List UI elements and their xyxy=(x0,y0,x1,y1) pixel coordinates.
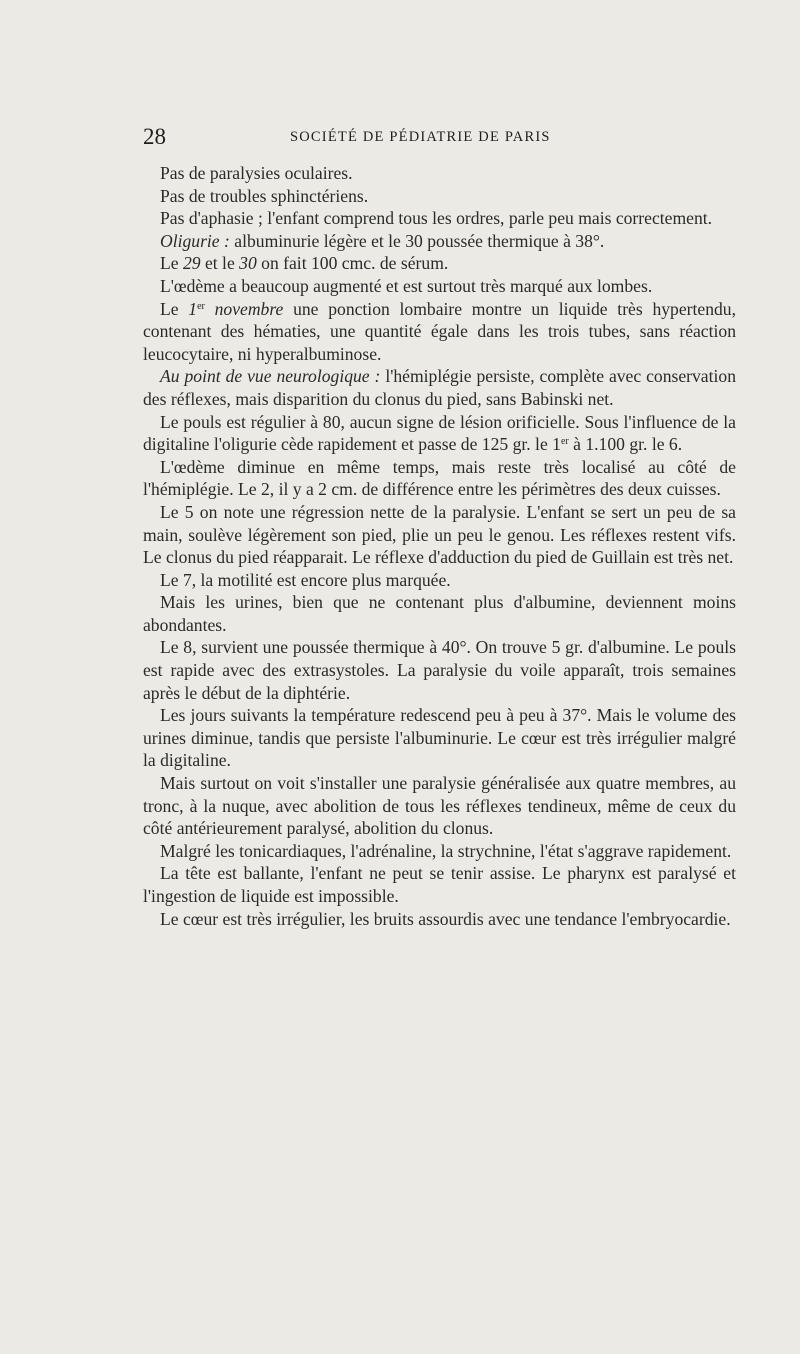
text-segment: Le 7, la motilité est encore plus marquée. xyxy=(160,569,451,590)
text-segment: Pas de troubles sphinctériens. xyxy=(160,185,369,206)
paragraph xyxy=(143,704,736,772)
paragraph xyxy=(143,636,736,704)
paragraph xyxy=(143,908,736,931)
text-segment: Pas d'aphasie ; l'enfant comprend tous les ordres, parle peu mais correctement. xyxy=(160,208,713,229)
paragraph xyxy=(143,569,736,592)
paragraph xyxy=(143,230,736,253)
page-header xyxy=(143,124,733,154)
text-segment: Malgré les tonicardiaques, l'adrénaline, la strychnine, l'état s'aggrave rapidement. xyxy=(160,840,732,861)
text-segment: Le xyxy=(160,298,189,319)
paragraph xyxy=(143,862,736,907)
text-segment: Oligurie : xyxy=(160,230,230,251)
text-segment: Le 8, survient une poussée thermique à 40°. On trouve 5 gr. d'albumine. Le pouls est rapide avec des extrasystoles. La paralysie du voile apparaît, trois semaines après le début de la diphtérie. xyxy=(143,637,736,703)
text-segment: Mais les urines, bien que ne contenant plus d'albumine, deviennent moins abondantes. xyxy=(143,592,736,635)
text-segment: novembre xyxy=(204,298,284,319)
text-segment: er xyxy=(560,436,569,448)
body-text xyxy=(143,162,736,930)
paragraph xyxy=(143,840,736,863)
text-segment: Pas de paralysies oculaires. xyxy=(160,163,353,183)
text-segment: Mais surtout on voit s'installer une paralysie généralisée aux quatre membres, au tronc, à la nuque, avec abolition de tous les réflexes tendineux, même de ceux du côté antérieurement paralysé, abolition du clonus. xyxy=(143,773,736,839)
paragraph xyxy=(143,456,736,501)
text-segment: albuminurie légère et le 30 poussée thermique à 38°. xyxy=(229,230,605,251)
text-segment: Le 5 on note une régression nette de la paralysie. L'enfant se sert un peu de sa main, soulève légèrement son pied, plie un peu le genou. Les réflexes restent vifs. Le clonus du pied réapparait. Le réflexe d'adduction du pied de Guillain est très net. xyxy=(143,501,736,568)
text-segment: l'hémiplégie persiste, complète avec conservation des réflexes, mais disparition du clonus du pied, sans Babinski net. xyxy=(143,366,736,409)
text-segment: et le xyxy=(200,253,240,274)
text-segment: 1 xyxy=(188,298,198,319)
text-segment: L'œdème a beaucoup augmenté et est surtout très marqué aux lombes. xyxy=(160,275,653,296)
text-segment: Le pouls est régulier à 80, aucun signe de lésion orificielle. Sous l'influence de la digitaline l'oligurie cède rapidement et passe de 125 gr. le 1 xyxy=(143,411,736,455)
text-segment: 29 xyxy=(182,253,201,274)
paragraph xyxy=(143,772,736,840)
text-segment: er xyxy=(197,300,205,312)
text-segment: à 1.100 gr. le 6. xyxy=(568,434,683,455)
paragraph xyxy=(143,185,736,208)
text-segment: Au point de vue neurologique : xyxy=(160,366,381,387)
text-segment: La tête est ballante, l'enfant ne peut se tenir assise. Le pharynx est paralysé et l'ingestion de liquide est impossible. xyxy=(143,863,736,906)
paragraph xyxy=(143,275,736,298)
paragraph xyxy=(143,365,736,410)
paragraph xyxy=(143,252,736,275)
text-segment: une ponction lombaire montre un liquide très hypertendu, contenant des hématies, une quantité égale dans les trois tubes, sans réaction leucocytaire, ni hyperalbuminose. xyxy=(143,298,736,364)
paragraph xyxy=(143,162,736,185)
text-segment: 30 xyxy=(239,253,257,274)
running-title: SOCIÉTÉ DE PÉDIATRIE DE PARIS xyxy=(290,129,551,145)
paragraph xyxy=(143,207,736,230)
text-segment: Les jours suivants la température redescend peu à peu à 37°. Mais le volume des urines diminue, tandis que persiste l'albuminurie. Le cœur est très irrégulier malgré la digitaline. xyxy=(143,705,736,771)
text-segment: L'œdème diminue en même temps, mais reste très localisé au côté de l'hémiplégie. Le 2, il y a 2 cm. de différence entre les périmètres des deux cuisses. xyxy=(143,456,736,500)
paragraph xyxy=(143,298,736,366)
paragraph xyxy=(143,591,736,636)
page-number: 28 xyxy=(143,124,166,149)
text-segment: Le cœur est très irrégulier, les bruits assourdis avec une tendance l'embryocardie. xyxy=(160,908,731,929)
paragraph xyxy=(143,501,736,569)
text-segment: Le xyxy=(160,253,183,274)
text-segment: on fait 100 cmc. de sérum. xyxy=(256,253,449,274)
paragraph xyxy=(143,411,736,456)
